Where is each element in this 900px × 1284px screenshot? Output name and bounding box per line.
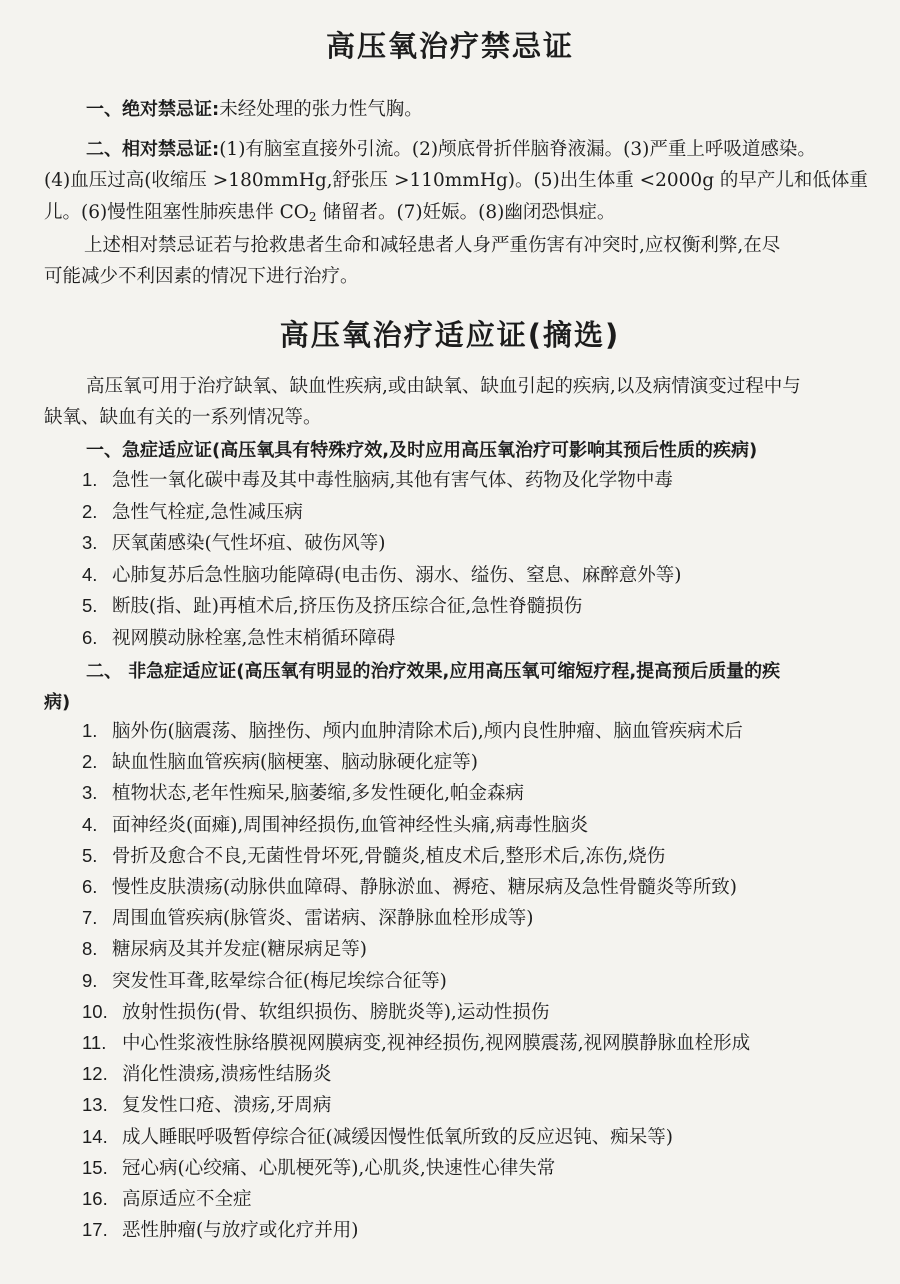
list-item (82, 466, 673, 495)
co2-subscript: 2 (308, 210, 317, 224)
list-item-text: 缺血性脑血管疾病(脑梗塞、脑动脉硬化症等) (112, 752, 478, 774)
list-item-number: 8. (82, 938, 98, 960)
list-item-text: 突发性耳聋,眩晕综合征(梅尼埃综合征等) (112, 970, 447, 992)
list-item (82, 811, 588, 840)
list-item-text: 周围血管疾病(脉管炎、雷诺病、深静脉血栓形成等) (112, 908, 534, 930)
list-item-text: 脑外伤(脑震荡、脑挫伤、颅内血肿清除术后),颅内良性肿瘤、脑血管疾病术后 (112, 721, 743, 742)
list-item (82, 624, 395, 653)
list-item-number: 5. (82, 595, 98, 616)
list-item-text: 放射性损伤(骨、软组织损伤、膀胱炎等),运动性损伤 (122, 1001, 550, 1023)
list-item-number: 11. (82, 1032, 107, 1053)
list-item-number: 17. (82, 1219, 108, 1241)
list-item-text: 冠心病(心绞痛、心肌梗死等),心肌炎,快速性心律失常 (122, 1157, 556, 1179)
list-item (82, 935, 367, 964)
list-item-number: 15. (82, 1156, 108, 1178)
list-item-text: 复发性口疮、溃疡,牙周病 (122, 1095, 332, 1117)
non-emergency-heading-line1: 二、 非急症适应证(高压氧有明显的治疗效果,应用高压氧可缩短疗程,提高预后质量的疾 (86, 661, 781, 682)
list-item-number: 3. (82, 782, 98, 804)
list-item (82, 967, 447, 996)
list-item-number: 9. (82, 969, 98, 991)
relative-label: 二、相对禁忌证: (86, 139, 220, 160)
list-item (82, 498, 303, 527)
list-item-text: 心肺复苏后急性脑功能障碍(电击伤、溺水、缢伤、窒息、麻醉意外等) (112, 564, 682, 586)
relative-contraindication-line3 (44, 199, 864, 231)
list-item (82, 1060, 331, 1089)
list-item-number: 4. (82, 563, 98, 585)
list-item-text: 厌氧菌感染(气性坏疽、破伤风等) (112, 533, 386, 554)
contra-note-line1: 上述相对禁忌证若与抢救患者生命和减轻患者人身严重伤害有冲突时,应权衡利弊,在尽 (84, 235, 781, 256)
list-item-text: 糖尿病及其并发症(糖尿病足等) (112, 939, 367, 961)
list-item-number: 13. (82, 1094, 108, 1116)
list-item-number: 10. (82, 1000, 108, 1022)
list-item-text: 断肢(指、趾)再植术后,挤压伤及挤压综合征,急性脊髓损伤 (112, 596, 583, 617)
absolute-label: 一、绝对禁忌证: (86, 99, 220, 120)
list-item (82, 1154, 555, 1183)
list-item (82, 561, 681, 590)
indications-title: 高压氧治疗适应证(摘选) (279, 318, 621, 352)
list-item-text: 高原适应不全症 (122, 1189, 252, 1210)
list-item-text: 成人睡眠呼吸暂停综合征(减缓因慢性低氧所致的反应迟钝、痴呆等) (122, 1126, 673, 1148)
list-item (82, 779, 524, 808)
absolute-contraindication (86, 96, 900, 124)
list-item-text: 恶性肿瘤(与放疗或化疗并用) (122, 1220, 359, 1242)
emergency-heading: 一、急症适应证(高压氧具有特殊疗效,及时应用高压氧治疗可影响其预后性质的疾病) (86, 440, 758, 461)
contraindications-title: 高压氧治疗禁忌证 (325, 29, 574, 63)
list-item (82, 873, 737, 902)
list-item-text: 消化性溃疡,溃疡性结肠炎 (122, 1064, 332, 1086)
list-item-number: 1. (82, 469, 98, 490)
list-item (82, 592, 582, 621)
list-item-number: 2. (82, 751, 98, 773)
list-item-number: 12. (82, 1063, 108, 1085)
relative-text-3b: 储留者。(7)妊娠。(8)幽闭恐惧症。 (316, 202, 616, 223)
list-item (82, 1091, 331, 1120)
list-item-number: 3. (82, 532, 98, 553)
non-emergency-heading-line2: 病) (44, 692, 71, 713)
list-item (82, 529, 385, 558)
list-item-text: 急性气栓症,急性减压病 (112, 501, 303, 523)
list-item-text: 急性一氧化碳中毒及其中毒性脑病,其他有害气体、药物及化学物中毒 (112, 470, 673, 491)
list-item-number: 4. (82, 813, 98, 835)
relative-contraindication-line2: (4)血压过高(收缩压 >180mmHg,舒张压 >110mmHg)。(5)出生体重 <2000g 的早产儿和低体重 (44, 170, 868, 191)
list-item-number: 7. (82, 907, 98, 929)
list-item (82, 717, 743, 746)
list-item (82, 904, 533, 933)
list-item-text: 慢性皮肤溃疡(动脉供血障碍、静脉淤血、褥疮、糖尿病及急性骨髓炎等所致) (112, 877, 737, 898)
list-item (82, 1185, 252, 1214)
list-item (82, 842, 665, 871)
absolute-text: 未经处理的张力性气胸。 (219, 99, 423, 120)
list-item-number: 1. (82, 720, 98, 741)
list-item-number: 6. (82, 876, 98, 897)
list-item-number: 6. (82, 626, 98, 648)
list-item (82, 748, 478, 777)
indications-intro-line2: 缺氧、缺血有关的一系列情况等。 (44, 407, 322, 428)
list-item-number: 14. (82, 1125, 108, 1147)
list-item-text: 中心性浆液性脉络膜视网膜病变,视神经损伤,视网膜震荡,视网膜静脉血栓形成 (122, 1033, 751, 1054)
contra-note-line2: 可能减少不利因素的情况下进行治疗。 (44, 266, 359, 287)
list-item (82, 1123, 673, 1152)
list-item-text: 植物状态,老年性痴呆,脑萎缩,多发性硬化,帕金森病 (112, 783, 525, 805)
list-item (82, 1029, 750, 1058)
indications-intro-line1: 高压氧可用于治疗缺氧、缺血性疾病,或由缺氧、缺血引起的疾病,以及病情演变过程中与 (86, 376, 801, 397)
relative-text-3a: 儿。(6)慢性阻塞性肺疾患伴 CO (44, 202, 309, 223)
relative-contraindication-line1 (86, 136, 900, 164)
list-item-number: 5. (82, 844, 98, 866)
list-item-number: 16. (82, 1188, 108, 1209)
list-item-text: 面神经炎(面瘫),周围神经损伤,血管神经性头痛,病毒性脑炎 (112, 814, 589, 836)
relative-text-1: (1)有脑室直接外引流。(2)颅底骨折伴脑脊液漏。(3)严重上呼吸道感染。 (219, 139, 816, 160)
list-item (82, 1216, 358, 1245)
list-item-text: 骨折及愈合不良,无菌性骨坏死,骨髓炎,植皮术后,整形术后,冻伤,烧伤 (112, 845, 666, 867)
list-item (82, 998, 549, 1027)
list-item-number: 2. (82, 500, 98, 522)
list-item-text: 视网膜动脉栓塞,急性末梢循环障碍 (112, 627, 396, 649)
